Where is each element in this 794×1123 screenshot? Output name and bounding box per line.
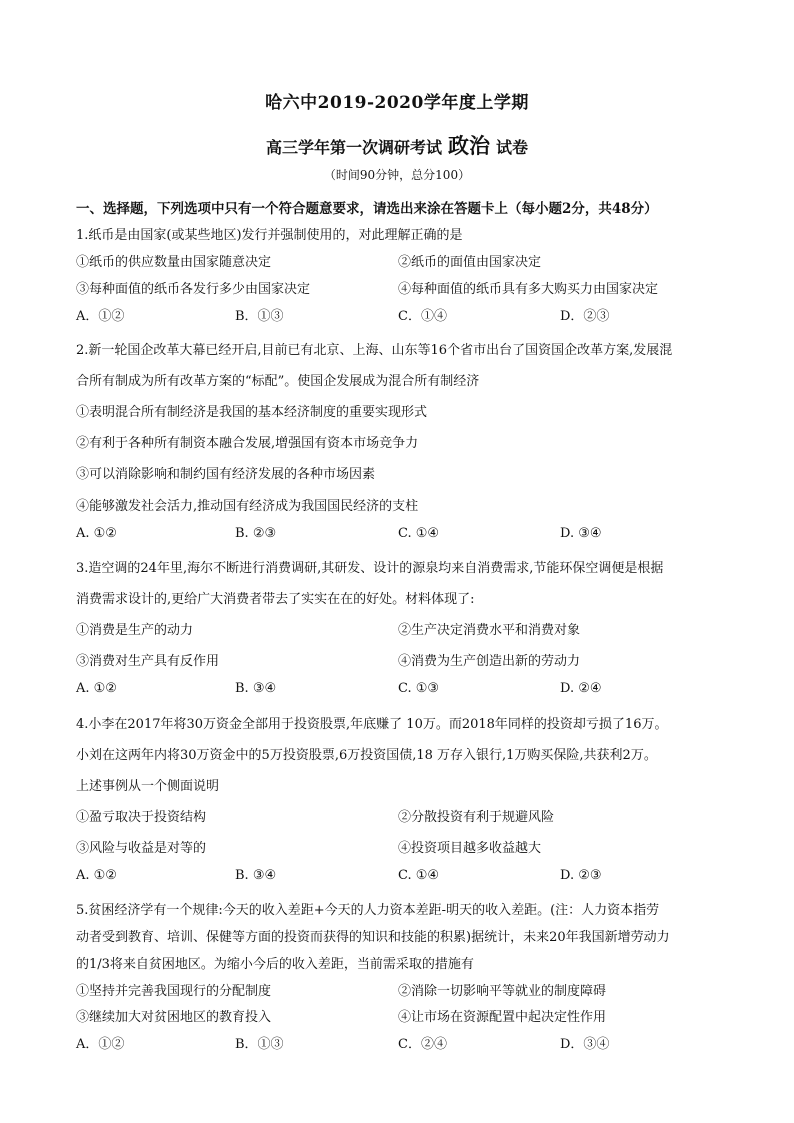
exam-school-title: 哈六中2019-2020学年度上学期 <box>265 93 529 113</box>
question-5-stem-1: 5.贫困经济学有一个规律:今天的收入差距+今天的人力资本差距-明天的收入差距。(注：人力资本指劳 <box>76 903 660 918</box>
q3-statement-4: ④消费为生产创造出新的劳动力 <box>398 654 581 669</box>
q2-statement-4: ④能够激发社会活力,推动国有经济成为我国国民经济的支柱 <box>76 499 419 514</box>
q4-choice-a: A. ①② <box>76 868 117 883</box>
q1-choice-d: D．②③ <box>560 309 610 324</box>
question-2-stem-1: 2.新一轮国企改革大幕已经开启,目前已有北京、上海、山东等16个省市出台了国资国企改革方案,发展混 <box>76 343 673 358</box>
q4-choice-c: C. ①④ <box>398 868 440 883</box>
question-2-stem-2: 合所有制成为所有改革方案的“标配”。使国企发展成为混合所有制经济 <box>76 374 480 389</box>
q1-statement-3: ③每种面值的纸币各发行多少由国家决定 <box>76 282 311 297</box>
q4-statement-1: ①盈亏取决于投资结构 <box>76 810 207 825</box>
q3-statement-3: ③消费对生产具有反作用 <box>76 654 220 669</box>
q5-choice-b: B．①③ <box>235 1037 284 1052</box>
q1-statement-4: ④每种面值的纸币具有多大购买力由国家决定 <box>398 282 659 297</box>
exam-time-score: （时间90分钟，总分100） <box>323 168 471 182</box>
exam-subject: 政治 <box>448 133 490 158</box>
question-4-stem-2: 小刘在这两年内将30万资金中的5万投资股票,6万投资国债,18 万存入银行,1万购买保险,共获利2万。 <box>76 748 657 763</box>
q4-choice-d: D. ②③ <box>560 868 602 883</box>
q2-statement-2: ②有利于各种所有制资本融合发展,增强国有资本市场竞争力 <box>76 436 419 451</box>
q2-choice-b: B. ②③ <box>235 526 277 541</box>
q2-choice-d: D. ③④ <box>560 526 602 541</box>
q1-statement-1: ①纸币的供应数量由国家随意决定 <box>76 255 272 270</box>
exam-title-suffix: 试卷 <box>496 138 529 157</box>
q3-choice-d: D. ②④ <box>560 681 602 696</box>
q1-statement-2: ②纸币的面值由国家决定 <box>398 255 542 270</box>
q4-choice-b: B. ③④ <box>235 868 277 883</box>
q1-choice-b: B．①③ <box>235 309 284 324</box>
q4-statement-3: ③风险与收益是对等的 <box>76 841 207 856</box>
q2-choice-c: C. ①④ <box>398 526 440 541</box>
q3-statement-2: ②生产决定消费水平和消费对象 <box>398 623 581 638</box>
question-5-stem-2: 动者受到教育、培训、保健等方面的投资而获得的知识和技能的积累)据统计，未来20年我国新增劳动力 <box>76 930 670 945</box>
q2-statement-3: ③可以消除影响和制约国有经济发展的各种市场因素 <box>76 467 376 482</box>
q3-choice-c: C. ①③ <box>398 681 440 696</box>
q2-choice-a: A. ①② <box>76 526 117 541</box>
question-4-stem-3: 上述事例从一个侧面说明 <box>76 779 220 794</box>
q1-choice-c: C．①④ <box>398 309 447 324</box>
exam-title <box>0 130 794 160</box>
q5-choice-a: A．①② <box>76 1037 125 1052</box>
question-4-stem-1: 4.小李在2017年将30万资金全部用于投资股票,年底赚了 10万。而2018年同样的投资却亏损了16万。 <box>76 717 668 732</box>
q5-statement-3: ③继续加大对贫困地区的教育投入 <box>76 1010 272 1025</box>
q5-statement-4: ④让市场在资源配置中起决定性作用 <box>398 1010 607 1025</box>
exam-title-prefix: 高三学年第一次调研考试 <box>265 138 442 157</box>
q5-statement-2: ②消除一切影响平等就业的制度障碍 <box>398 984 607 999</box>
q3-choice-b: B. ③④ <box>235 681 277 696</box>
q1-choice-a: A．①② <box>76 309 125 324</box>
question-3-stem-2: 消费需求设计的,更给广大消费者带去了实实在在的好处。材料体现了: <box>76 592 475 607</box>
q5-choice-d: D．③④ <box>560 1037 610 1052</box>
q3-statement-1: ①消费是生产的动力 <box>76 623 194 638</box>
q4-statement-4: ④投资项目越多收益越大 <box>398 841 542 856</box>
question-3-stem-1: 3.造空调的24年里,海尔不断进行消费调研,其研发、设计的源泉均来自消费需求,节能环保空调便是根据 <box>76 561 664 576</box>
question-1-stem: 1.纸币是由国家(或某些地区)发行并强制使用的，对此理解正确的是 <box>76 228 463 243</box>
q2-statement-1: ①表明混合所有制经济是我国的基本经济制度的重要实现形式 <box>76 405 428 420</box>
question-5-stem-3: 的1/3将来自贫困地区。为缩小今后的收入差距，当前需采取的措施有 <box>76 957 474 972</box>
section-heading: 一、选择题，下列选项中只有一个符合题意要求，请选出来涂在答题卡上（每小题2分，共48分） <box>76 201 658 217</box>
q5-statement-1: ①坚持并完善我国现行的分配制度 <box>76 984 272 999</box>
q4-statement-2: ②分散投资有利于规避风险 <box>398 810 555 825</box>
q3-choice-a: A. ①② <box>76 681 117 696</box>
q5-choice-c: C．②④ <box>398 1037 447 1052</box>
